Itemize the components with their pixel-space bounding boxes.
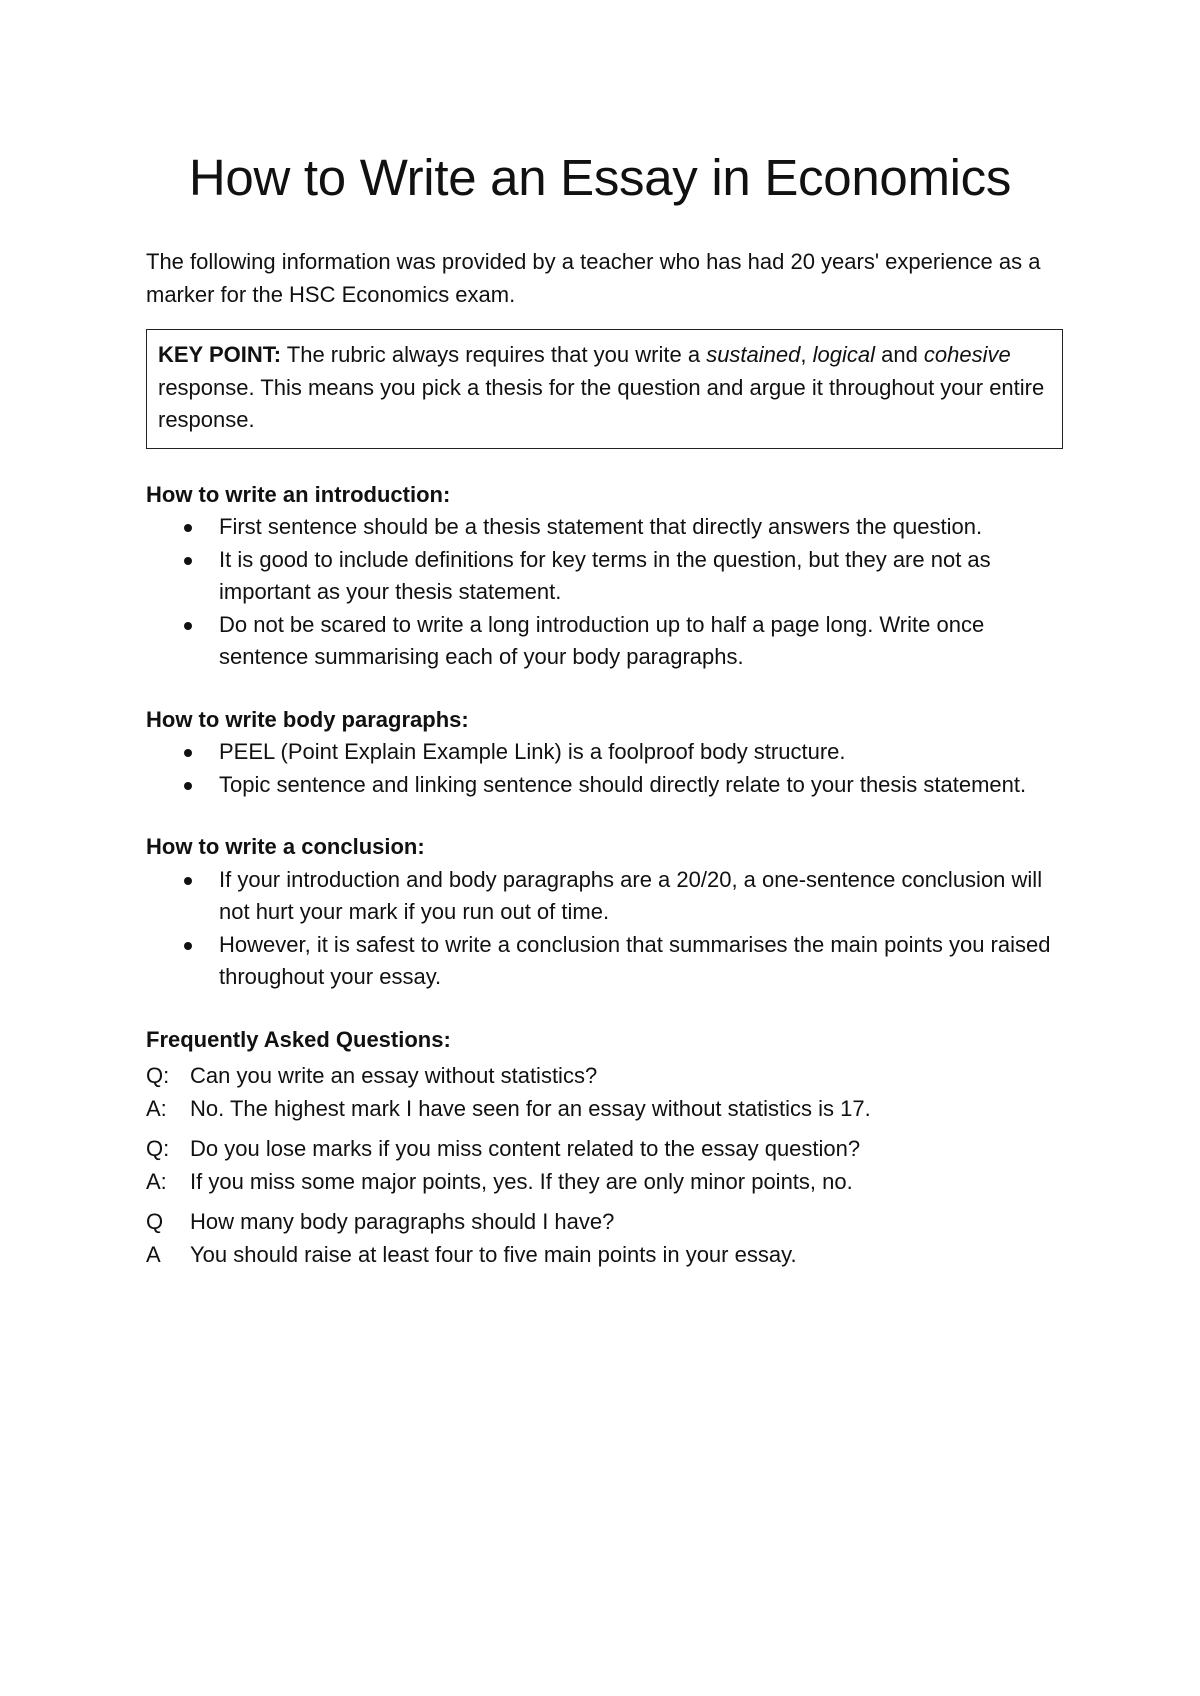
question-label: Q: bbox=[146, 1136, 170, 1161]
body-paragraphs-heading: How to write body paragraphs: bbox=[146, 706, 469, 732]
bullet-icon bbox=[184, 524, 192, 532]
list-item-text: First sentence should be a thesis statement that directly answers the question. bbox=[219, 514, 983, 539]
answer-label: A bbox=[146, 1241, 161, 1267]
conclusion-list bbox=[146, 864, 1062, 994]
key-point-text: response. This means you pick a thesis for the question and argue it throughout your entire response. bbox=[158, 374, 1045, 432]
key-point-text: , bbox=[800, 342, 813, 367]
document-body bbox=[146, 246, 1062, 1271]
question-text: Can you write an essay without statistics? bbox=[190, 1063, 598, 1088]
list-item bbox=[146, 736, 1062, 769]
bullet-icon bbox=[184, 749, 192, 757]
list-item bbox=[146, 769, 1062, 802]
list-item bbox=[146, 511, 1062, 544]
list-item-text: It is good to include definitions for key terms in the question, but they are not as important as your thesis statement. bbox=[219, 546, 991, 604]
faq-heading: Frequently Asked Questions: bbox=[146, 1026, 451, 1052]
bullet-icon bbox=[184, 782, 192, 790]
answer-label: A: bbox=[146, 1095, 167, 1121]
faq-item bbox=[146, 1206, 1062, 1271]
faq-item bbox=[146, 1133, 1062, 1198]
bullet-icon bbox=[184, 877, 192, 885]
bullet-icon bbox=[184, 622, 192, 630]
key-point-emphasis: cohesive bbox=[923, 342, 1011, 367]
faq-item bbox=[146, 1060, 1062, 1125]
body-paragraphs-list bbox=[146, 736, 1062, 801]
faq-answer bbox=[146, 1239, 1062, 1272]
answer-text: If you miss some major points, yes. If they are only minor points, no. bbox=[190, 1168, 853, 1194]
question-label: Q bbox=[146, 1209, 164, 1234]
list-item bbox=[146, 544, 1062, 609]
list-item-text: Do not be scared to write a long introduction up to half a page long. Write once sentence summarising each of your body paragraphs. bbox=[219, 611, 985, 669]
answer-text: You should raise at least four to five main points in your essay. bbox=[190, 1241, 797, 1267]
list-item bbox=[146, 609, 1062, 674]
page-title: How to Write an Essay in Economics bbox=[188, 149, 1012, 206]
key-point-box bbox=[146, 329, 1063, 449]
key-point-text: and bbox=[874, 342, 924, 367]
answer-text: No. The highest mark I have seen for an essay without statistics is 17. bbox=[190, 1095, 871, 1121]
key-point-emphasis: sustained bbox=[706, 342, 801, 367]
key-point-emphasis: logical bbox=[812, 342, 875, 367]
question-label: Q: bbox=[146, 1063, 170, 1088]
intro-paragraph: The following information was provided by a teacher who has had 20 years' experience as a marker for the HSC Economics exam. bbox=[146, 249, 1041, 307]
faq-question bbox=[146, 1206, 1062, 1239]
answer-label: A: bbox=[146, 1168, 167, 1194]
question-text: How many body paragraphs should I have? bbox=[190, 1209, 615, 1234]
faq-question bbox=[146, 1060, 1062, 1093]
bullet-icon bbox=[184, 942, 192, 950]
list-item-text: Topic sentence and linking sentence should directly relate to your thesis statement. bbox=[219, 771, 1027, 797]
list-item-text: If your introduction and body paragraphs are a 20/20, a one-sentence conclusion will not hurt your mark if you run out of time. bbox=[219, 866, 1043, 924]
faq-answer bbox=[146, 1093, 1062, 1126]
faq-question bbox=[146, 1133, 1062, 1166]
list-item-text: PEEL (Point Explain Example Link) is a foolproof body structure. bbox=[219, 739, 846, 764]
introduction-list bbox=[146, 511, 1062, 674]
conclusion-heading: How to write a conclusion: bbox=[146, 834, 425, 859]
question-text: Do you lose marks if you miss content related to the essay question? bbox=[190, 1136, 861, 1161]
faq-list bbox=[146, 1060, 1062, 1271]
faq-answer bbox=[146, 1166, 1062, 1199]
list-item-text: However, it is safest to write a conclusion that summarises the main points you raised throughout your essay. bbox=[219, 931, 1051, 989]
introduction-heading: How to write an introduction: bbox=[146, 481, 451, 507]
key-point-label: KEY POINT: bbox=[158, 342, 282, 367]
list-item bbox=[146, 929, 1062, 994]
key-point-text: The rubric always requires that you write a bbox=[281, 342, 707, 367]
list-item bbox=[146, 864, 1062, 929]
bullet-icon bbox=[184, 557, 192, 565]
